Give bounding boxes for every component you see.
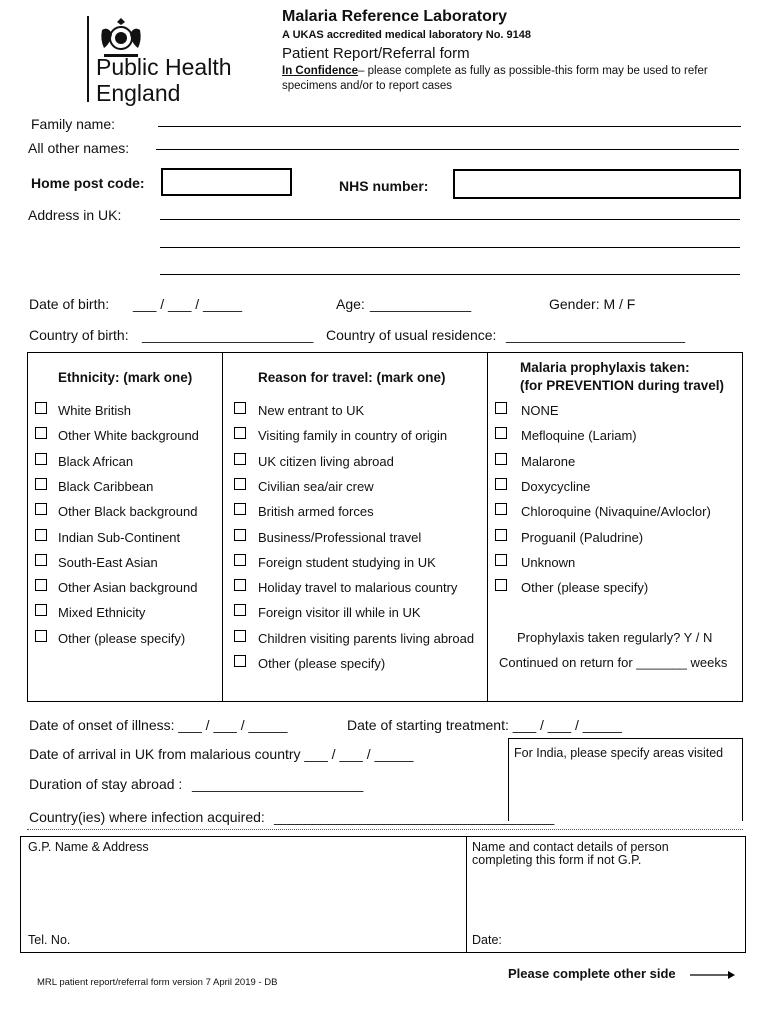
- travel-checkbox[interactable]: [234, 529, 246, 541]
- org-name-line1: Public Health: [96, 54, 232, 80]
- country-residence-label: Country of usual residence:: [326, 327, 497, 343]
- accreditation: A UKAS accredited medical laboratory No. 9148: [282, 29, 532, 41]
- version-text: MRL patient report/referral form version 7 April 2019 - DB: [37, 977, 278, 988]
- arrival-date[interactable]: Date of arrival in UK from malarious country ___ / ___ / _____: [29, 746, 414, 762]
- prophylaxis-checkbox[interactable]: [495, 453, 507, 465]
- country-birth-field[interactable]: ______________________: [142, 327, 314, 343]
- address-line-1[interactable]: [160, 219, 740, 220]
- table-divider-1: [222, 352, 223, 702]
- dob-field[interactable]: ___ / ___ / _____: [133, 296, 242, 312]
- family-name-field[interactable]: [158, 126, 741, 127]
- ethnicity-option-label: Mixed Ethnicity: [58, 605, 146, 621]
- ethnicity-checkbox[interactable]: [35, 579, 47, 591]
- logo-divider: [87, 16, 89, 102]
- prophylaxis-checkbox[interactable]: [495, 579, 507, 591]
- countries-label: Country(ies) where infection acquired:: [29, 809, 265, 825]
- confidence-text: – please complete as fully as possible-this form may be used to refer: [358, 65, 708, 77]
- travel-option-label: Foreign student studying in UK: [258, 554, 436, 570]
- travel-option-label: UK citizen living abroad: [258, 453, 394, 469]
- arrow-right-icon: [690, 967, 736, 985]
- dob-label: Date of birth:: [29, 296, 110, 312]
- ethnicity-option-label: Black African: [58, 453, 134, 469]
- other-names-field[interactable]: [156, 149, 739, 150]
- ethnicity-checkbox[interactable]: [35, 503, 47, 515]
- ethnicity-checkbox[interactable]: [35, 453, 47, 465]
- confidence-label: In Confidence: [282, 65, 359, 77]
- prophylaxis-checkbox[interactable]: [495, 529, 507, 541]
- travel-checkbox[interactable]: [234, 655, 246, 667]
- checkbox-table: [27, 352, 743, 702]
- travel-option-label: Civilian sea/air crew: [258, 478, 374, 494]
- gender-field[interactable]: Gender: M / F: [549, 296, 636, 312]
- travel-option-label: Holiday travel to malarious country: [258, 580, 458, 596]
- ethnicity-checkbox[interactable]: [35, 604, 47, 616]
- prophylaxis-option-label: Proguanil (Paludrine): [521, 529, 644, 545]
- org-name-line2: England: [96, 80, 181, 106]
- address-line-2[interactable]: [160, 247, 740, 248]
- ethnicity-option-label: Other Asian background: [58, 580, 198, 596]
- duration-field[interactable]: ______________________: [192, 776, 364, 792]
- prophylaxis-checkbox[interactable]: [495, 402, 507, 414]
- prophylaxis-option-label: Unknown: [521, 554, 576, 570]
- address-label: Address in UK:: [28, 207, 122, 223]
- travel-option-label: Other (please specify): [258, 656, 386, 671]
- home-post-code-label: Home post code:: [31, 175, 145, 191]
- onset-date[interactable]: Date of onset of illness: ___ / ___ / _____: [29, 717, 288, 733]
- ethnicity-checkbox[interactable]: [35, 427, 47, 439]
- prophylaxis-continued[interactable]: Continued on return for _______ weeks: [499, 655, 728, 670]
- prophylaxis-heading-2: (for PREVENTION during travel): [520, 378, 725, 393]
- prophylaxis-checkbox[interactable]: [495, 503, 507, 515]
- prophylaxis-checkbox[interactable]: [495, 554, 507, 566]
- ethnicity-option-label: White British: [58, 403, 131, 418]
- travel-checkbox[interactable]: [234, 604, 246, 616]
- ethnicity-option-label: South-East Asian: [58, 554, 158, 570]
- ethnicity-heading: Ethnicity: (mark one): [58, 370, 193, 385]
- other-side-note: Please complete other side: [508, 966, 676, 981]
- ethnicity-option-label: Other Black background: [58, 504, 198, 520]
- prophylaxis-heading-1: Malaria prophylaxis taken:: [520, 360, 690, 375]
- travel-checkbox[interactable]: [234, 630, 246, 642]
- india-note: For India, please specify areas visited: [514, 746, 724, 760]
- prophylaxis-option-label: Doxycycline: [521, 478, 591, 494]
- other-names-label: All other names:: [28, 140, 130, 156]
- form-title: Patient Report/Referral form: [282, 45, 470, 62]
- section-separator: [27, 829, 743, 830]
- country-birth-label: Country of birth:: [29, 327, 129, 343]
- travel-checkbox[interactable]: [234, 427, 246, 439]
- nhs-number-label: NHS number:: [339, 178, 429, 194]
- address-line-3[interactable]: [160, 274, 740, 275]
- tel-label: Tel. No.: [28, 933, 71, 947]
- travel-option-label: British armed forces: [258, 504, 374, 520]
- travel-option-label: Foreign visitor ill while in UK: [258, 605, 421, 621]
- prophylaxis-option-label: Other (please specify): [521, 580, 649, 596]
- ethnicity-checkbox[interactable]: [35, 529, 47, 541]
- family-name-label: Family name:: [31, 116, 116, 132]
- ethnicity-checkbox[interactable]: [35, 478, 47, 490]
- countries-field[interactable]: ____________________________________: [274, 809, 555, 825]
- contact-label-1: Name and contact details of person: [472, 840, 669, 854]
- ethnicity-checkbox[interactable]: [35, 554, 47, 566]
- gp-box-divider: [466, 836, 467, 953]
- treatment-date[interactable]: Date of starting treatment: ___ / ___ / _____: [347, 717, 622, 733]
- travel-checkbox[interactable]: [234, 402, 246, 414]
- contact-label-2: completing this form if not G.P.: [472, 853, 642, 867]
- ethnicity-option-label: Indian Sub-Continent: [58, 529, 181, 545]
- home-post-code-input[interactable]: [161, 168, 292, 196]
- travel-option-label: Children visiting parents living abroad: [258, 630, 475, 646]
- nhs-number-input[interactable]: [453, 169, 741, 199]
- lab-title: Malaria Reference Laboratory: [282, 8, 507, 25]
- travel-checkbox[interactable]: [234, 554, 246, 566]
- travel-heading: Reason for travel: (mark one): [258, 370, 446, 385]
- travel-checkbox[interactable]: [234, 579, 246, 591]
- country-residence-field[interactable]: _______________________: [506, 327, 686, 343]
- prophylaxis-checkbox[interactable]: [495, 427, 507, 439]
- travel-option-label: New entrant to UK: [258, 403, 365, 418]
- prophylaxis-checkbox[interactable]: [495, 478, 507, 490]
- travel-checkbox[interactable]: [234, 503, 246, 515]
- travel-option-label: Visiting family in country of origin: [258, 428, 448, 444]
- age-field[interactable]: _____________: [370, 296, 472, 312]
- duration-label: Duration of stay abroad :: [29, 776, 183, 792]
- prophylaxis-option-label: Chloroquine (Nivaquine/Avloclor): [521, 504, 711, 520]
- gp-label: G.P. Name & Address: [28, 840, 149, 854]
- prophylaxis-option-label: Mefloquine (Lariam): [521, 428, 637, 444]
- ethnicity-option-label: Black Caribbean: [58, 478, 154, 494]
- confidence-note: [282, 65, 708, 77]
- prophylaxis-option-label: Malarone: [521, 453, 576, 469]
- prophylaxis-option-label: NONE: [521, 403, 559, 418]
- ethnicity-checkbox[interactable]: [35, 402, 47, 414]
- ethnicity-option-label: Other (please specify): [58, 630, 186, 646]
- travel-checkbox[interactable]: [234, 453, 246, 465]
- date-label: Date:: [472, 933, 502, 947]
- confidence-note-line2: specimens and/or to report cases: [282, 80, 453, 92]
- prophylaxis-regular[interactable]: Prophylaxis taken regularly? Y / N: [517, 630, 713, 645]
- ethnicity-option-label: Other White background: [58, 428, 199, 444]
- travel-option-label: Business/Professional travel: [258, 529, 422, 545]
- ethnicity-checkbox[interactable]: [35, 630, 47, 642]
- table-divider-2: [487, 352, 488, 702]
- age-label: Age:: [336, 296, 365, 312]
- travel-checkbox[interactable]: [234, 478, 246, 490]
